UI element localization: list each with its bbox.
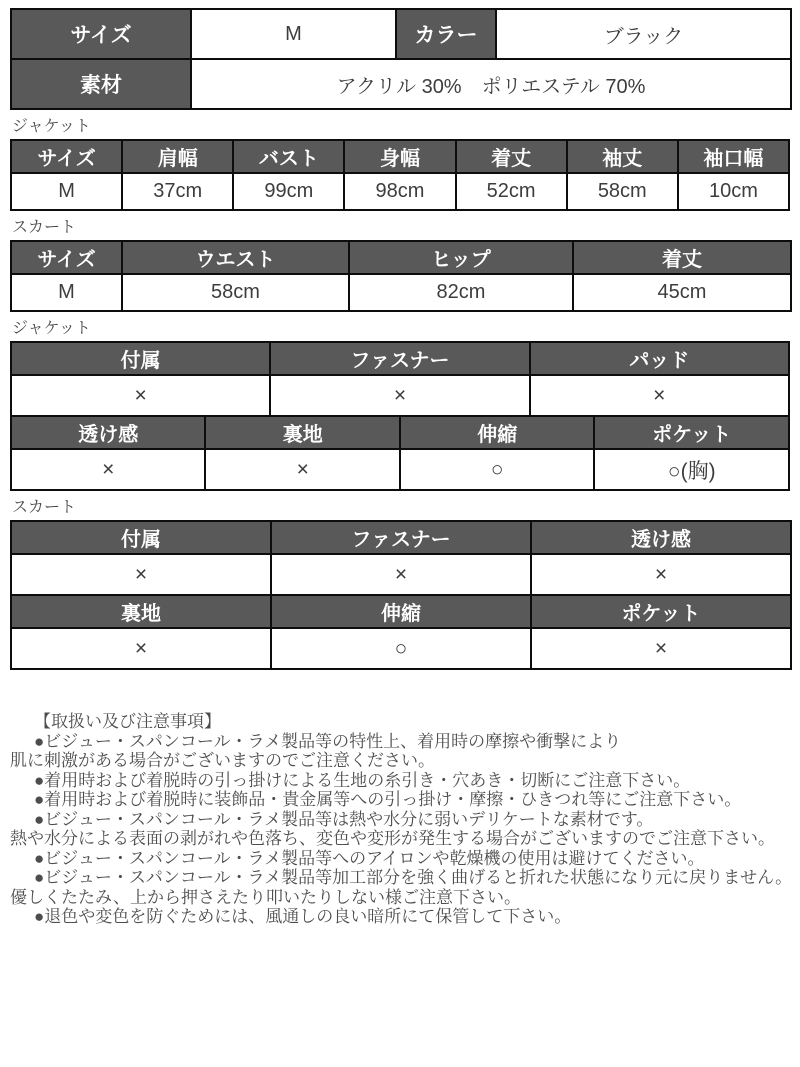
jacket-body-width-value-cell: 98cm [344, 173, 455, 210]
care-notes-title: 【取扱い及び注意事項】 [34, 712, 221, 731]
jacket-bust-value-cell: 99cm [233, 173, 344, 210]
skirt-waist-value-cell: 58cm [122, 274, 349, 311]
jacket-accessory-header-cell: 付属 [11, 342, 270, 375]
section-label-jacket-measurements: ジャケット [12, 118, 91, 135]
skirt-length-header-cell: 着丈 [573, 241, 791, 274]
jacket-size-value-cell: M [11, 173, 122, 210]
jacket-body-width-header-cell: 身幅 [344, 140, 455, 173]
jacket-sleeve-length-header-cell: 袖丈 [567, 140, 678, 173]
skirt-sheerness-value-cell: × [531, 554, 791, 595]
product-summary-table [10, 8, 792, 110]
section-label-jacket-features: ジャケット [12, 320, 91, 337]
jacket-sheerness-header-cell: 透け感 [11, 416, 205, 449]
color-header-cell: カラー [396, 9, 496, 59]
care-note-line: 肌に刺激がある場合がございますのでご注意ください。 [10, 751, 435, 770]
skirt-features-table [10, 520, 792, 670]
care-note-line: ●ビジュー・スパンコール・ラメ製品等へのアイロンや乾燥機の使用は避けてください。 [34, 848, 705, 868]
jacket-shoulder-value-cell: 37cm [122, 173, 233, 210]
care-note-line: ●着用時および着脱時に装飾品・貴金属等への引っ掛け・摩擦・ひきつれ等にご注意下さい。 [34, 790, 742, 809]
material-header-cell: 素材 [11, 59, 191, 109]
skirt-lining-value-cell: × [11, 628, 271, 669]
jacket-lining-value-cell: × [205, 449, 399, 490]
jacket-stretch-value-cell: ○ [400, 449, 594, 490]
skirt-hip-value-cell: 82cm [349, 274, 573, 311]
skirt-waist-header-cell: ウエスト [122, 241, 349, 274]
skirt-sheerness-header-cell: 透け感 [531, 521, 791, 554]
jacket-features-table [10, 341, 790, 491]
skirt-size-header-cell: サイズ [11, 241, 122, 274]
size-header-cell: サイズ [11, 9, 191, 59]
jacket-pad-value-cell: × [530, 375, 789, 416]
skirt-length-value-cell: 45cm [573, 274, 791, 311]
material-value-cell: アクリル 30% ポリエステル 70% [191, 59, 791, 109]
jacket-sheerness-value-cell: × [11, 449, 205, 490]
size-value-cell: M [191, 9, 396, 59]
jacket-pad-header-cell: パッド [530, 342, 789, 375]
skirt-fastener-value-cell: × [271, 554, 531, 595]
color-value-cell: ブラック [496, 9, 791, 59]
skirt-lining-header-cell: 裏地 [11, 595, 271, 628]
skirt-accessory-value-cell: × [11, 554, 271, 595]
care-note-line: ●着用時および着脱時の引っ掛けによる生地の糸引き・穴あき・切断にご注意下さい。 [34, 770, 691, 790]
jacket-cuff-width-header-cell: 袖口幅 [678, 140, 789, 173]
skirt-stretch-header-cell: 伸縮 [271, 595, 531, 628]
jacket-length-header-cell: 着丈 [456, 140, 567, 173]
skirt-pocket-header-cell: ポケット [531, 595, 791, 628]
skirt-measurements-table [10, 240, 792, 312]
skirt-pocket-value-cell: × [531, 628, 791, 669]
skirt-accessory-header-cell: 付属 [11, 521, 271, 554]
skirt-fastener-header-cell: ファスナー [271, 521, 531, 554]
jacket-bust-header-cell: バスト [233, 140, 344, 173]
jacket-length-value-cell: 52cm [456, 173, 567, 210]
jacket-lining-header-cell: 裏地 [205, 416, 399, 449]
care-notes [10, 712, 793, 927]
care-note-line: ●退色や変色を防ぐためには、風通しの良い暗所にて保管して下さい。 [34, 907, 572, 926]
skirt-stretch-value-cell: ○ [271, 628, 531, 669]
jacket-cuff-width-value-cell: 10cm [678, 173, 789, 210]
care-note-line: 優しくたたみ、上から押さえたり叩いたりしない様ご注意下さい。 [10, 887, 522, 907]
jacket-stretch-header-cell: 伸縮 [400, 416, 594, 449]
care-note-line: 熱や水分による表面の剥がれや色落ち、変色や変形が発生する場合がございますのでご注意下さい。 [10, 829, 775, 848]
jacket-measurements-table [10, 139, 790, 211]
section-label-skirt-measurements: スカート [12, 219, 77, 236]
skirt-size-value-cell: M [11, 274, 122, 311]
jacket-accessory-value-cell: × [11, 375, 270, 416]
care-note-line: ●ビジュー・スパンコール・ラメ製品等加工部分を強く曲げると折れた状態になり元に戻りません。 [34, 868, 793, 887]
care-note-line: ●ビジュー・スパンコール・ラメ製品等の特性上、着用時の摩擦や衝撃により [34, 731, 622, 751]
jacket-pocket-value-cell: ○(胸) [594, 449, 789, 490]
jacket-pocket-header-cell: ポケット [594, 416, 789, 449]
jacket-fastener-header-cell: ファスナー [270, 342, 529, 375]
jacket-shoulder-header-cell: 肩幅 [122, 140, 233, 173]
section-label-skirt-features: スカート [12, 499, 77, 516]
jacket-sleeve-length-value-cell: 58cm [567, 173, 678, 210]
jacket-size-header-cell: サイズ [11, 140, 122, 173]
care-note-line: ●ビジュー・スパンコール・ラメ製品等は熱や水分に弱いデリケートな素材です。 [34, 809, 654, 829]
skirt-hip-header-cell: ヒップ [349, 241, 573, 274]
jacket-fastener-value-cell: × [270, 375, 529, 416]
